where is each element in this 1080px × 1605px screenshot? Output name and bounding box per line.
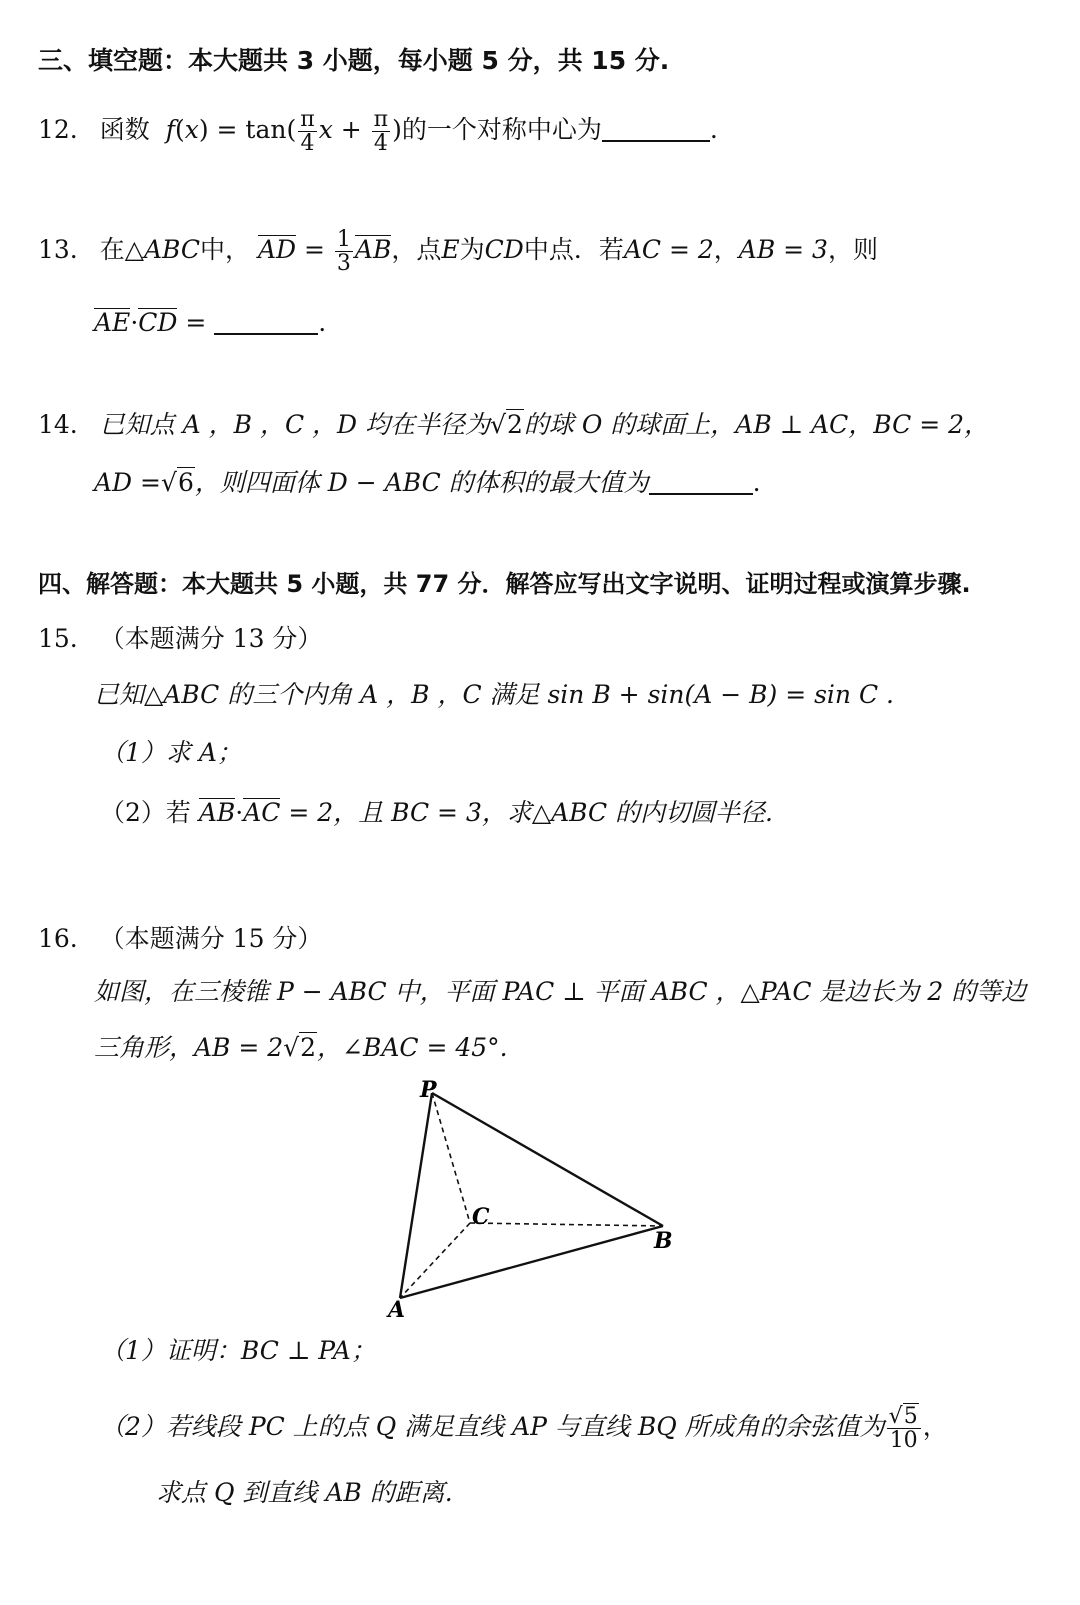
question-15-score: （本题满分 13 分） <box>99 624 323 653</box>
question-13-end: . <box>318 308 327 337</box>
vector-ac: AC <box>243 798 281 827</box>
ab-equation: AB = 3 <box>738 235 828 265</box>
question-15-stem: 已知△ABC 的三个内角 A ，B ，C 满足 sin B + sin(A − B) = sin C . <box>94 680 895 709</box>
question-16-stem-text: ，∠BAC = 45°. <box>317 1033 508 1062</box>
edge-pb <box>432 1093 663 1226</box>
question-16-part-2-text: （2）若线段 PC 上的点 Q 满足直线 AP 与直线 BQ 所成角的余弦值为 <box>100 1412 885 1442</box>
question-15-part-2: （2）若 AB·AC = 2，且 BC = 3，求△ABC 的内切圆半径. <box>100 798 773 827</box>
question-16-part-2 <box>100 1405 948 1452</box>
question-16-stem-1: 如图，在三棱锥 P − ABC 中，平面 PAC ⊥ 平面 ABC ，△PAC 是边长为 2 的等边 <box>94 977 1027 1006</box>
sqrt-2: √2 <box>283 1033 317 1062</box>
answer-blank-14[interactable] <box>649 467 753 495</box>
vector-ad: AD <box>257 235 297 265</box>
triangle-abc: ABC <box>143 235 200 265</box>
question-12-pre: 函数 <box>99 115 150 145</box>
question-14-number: 14. <box>38 410 78 439</box>
question-16-score: （本题满分 15 分） <box>99 924 323 953</box>
question-12-post: 的一个对称中心为 <box>401 115 602 145</box>
question-16-part-2-line-2: 求点 Q 到直线 AB 的距离. <box>156 1478 453 1507</box>
question-13: 13. 在△ABC中， AD = $\frac{1}{3}$ AB，点E为CD中点．若AC = 2，AB = 3，则 <box>38 227 878 277</box>
question-15-number: 15. <box>38 624 78 653</box>
question-13-text: 在△ <box>99 235 144 265</box>
question-16-header <box>38 922 322 956</box>
question-13-fraction: $\frac{1}{3}$ <box>336 227 351 277</box>
question-14-text: 的球 O 的球面上，AB ⊥ AC，BC = 2， <box>523 410 990 439</box>
question-15-part-2-text: （2）若 <box>100 798 191 827</box>
label-a: A <box>388 1297 406 1323</box>
segment-cd: CD <box>484 235 524 265</box>
question-13-line-2: AE·CD = . <box>94 308 327 337</box>
question-12-end: . <box>709 115 718 145</box>
question-12: 12. 函数 f(x) = tan( $\frac{\pi}{4}$ x + $\frac{\pi}{4}$ )的一个对称中心为 . <box>38 107 718 157</box>
sqrt-2: √2 <box>490 410 523 439</box>
edge-pa <box>400 1093 432 1298</box>
question-16-part-2-text: ， <box>922 1412 948 1442</box>
label-p: P <box>420 1077 437 1103</box>
question-13-text: 为 <box>459 235 485 265</box>
question-14-text: AD = <box>94 468 161 497</box>
edge-cb <box>470 1223 663 1226</box>
question-14-end: . <box>752 468 761 497</box>
vector-ae: AE <box>94 308 131 337</box>
tetrahedron-figure <box>370 1075 700 1325</box>
question-12-fraction-2: $\frac{\pi}{4}$ <box>373 107 389 157</box>
vector-ab: AB <box>354 235 392 265</box>
answer-blank-12[interactable] <box>602 114 710 142</box>
vector-cd: CD <box>138 308 178 337</box>
label-b: B <box>654 1228 673 1254</box>
question-14 <box>38 408 989 442</box>
question-14-text: ，则四面体 D − ABC 的体积的最大值为 <box>194 468 649 497</box>
question-15-part-1: （1）求 A； <box>100 738 242 767</box>
question-15-header <box>38 622 322 656</box>
point-e: E <box>441 235 460 265</box>
question-14-text: 已知点 A ，B ，C ，D 均在半径为 <box>99 410 491 439</box>
label-c: C <box>472 1204 490 1230</box>
question-13-text: ，则 <box>827 235 878 265</box>
sqrt-6: √6 <box>161 468 194 497</box>
question-13-number: 13. <box>38 235 78 265</box>
question-16-stem-2 <box>94 1031 508 1065</box>
question-13-text: ，点 <box>391 235 442 265</box>
question-15-part-2-text: = 2，且 BC = 3，求△ABC 的内切圆半径. <box>288 798 773 827</box>
question-16-stem-text: 三角形，AB = 2 <box>94 1033 284 1062</box>
section-4-heading: 四、解答题：本大题共 5 小题，共 77 分．解答应写出文字说明、证明过程或演算步骤. <box>38 570 971 598</box>
question-16-number: 16. <box>38 924 78 953</box>
question-16-fraction: $\frac{√5}{10}$ <box>887 1405 921 1452</box>
ac-equation: AC = 2 <box>623 235 714 265</box>
question-16-part-1: （1）证明：BC ⊥ PA； <box>100 1336 376 1365</box>
question-12-number: 12. <box>38 115 78 145</box>
question-12-function: f(x) = tan( <box>165 115 297 145</box>
question-13-text: 中， <box>199 235 250 265</box>
question-14-line-2 <box>94 466 761 500</box>
section-3-heading: 三、填空题：本大题共 3 小题，每小题 5 分，共 15 分. <box>38 46 670 75</box>
answer-blank-13[interactable] <box>214 307 318 335</box>
edge-ab <box>400 1226 663 1298</box>
question-13-text: 中点．若 <box>523 235 624 265</box>
vector-ab: AB <box>198 798 236 827</box>
question-12-fraction-1: $\frac{\pi}{4}$ <box>300 107 315 157</box>
